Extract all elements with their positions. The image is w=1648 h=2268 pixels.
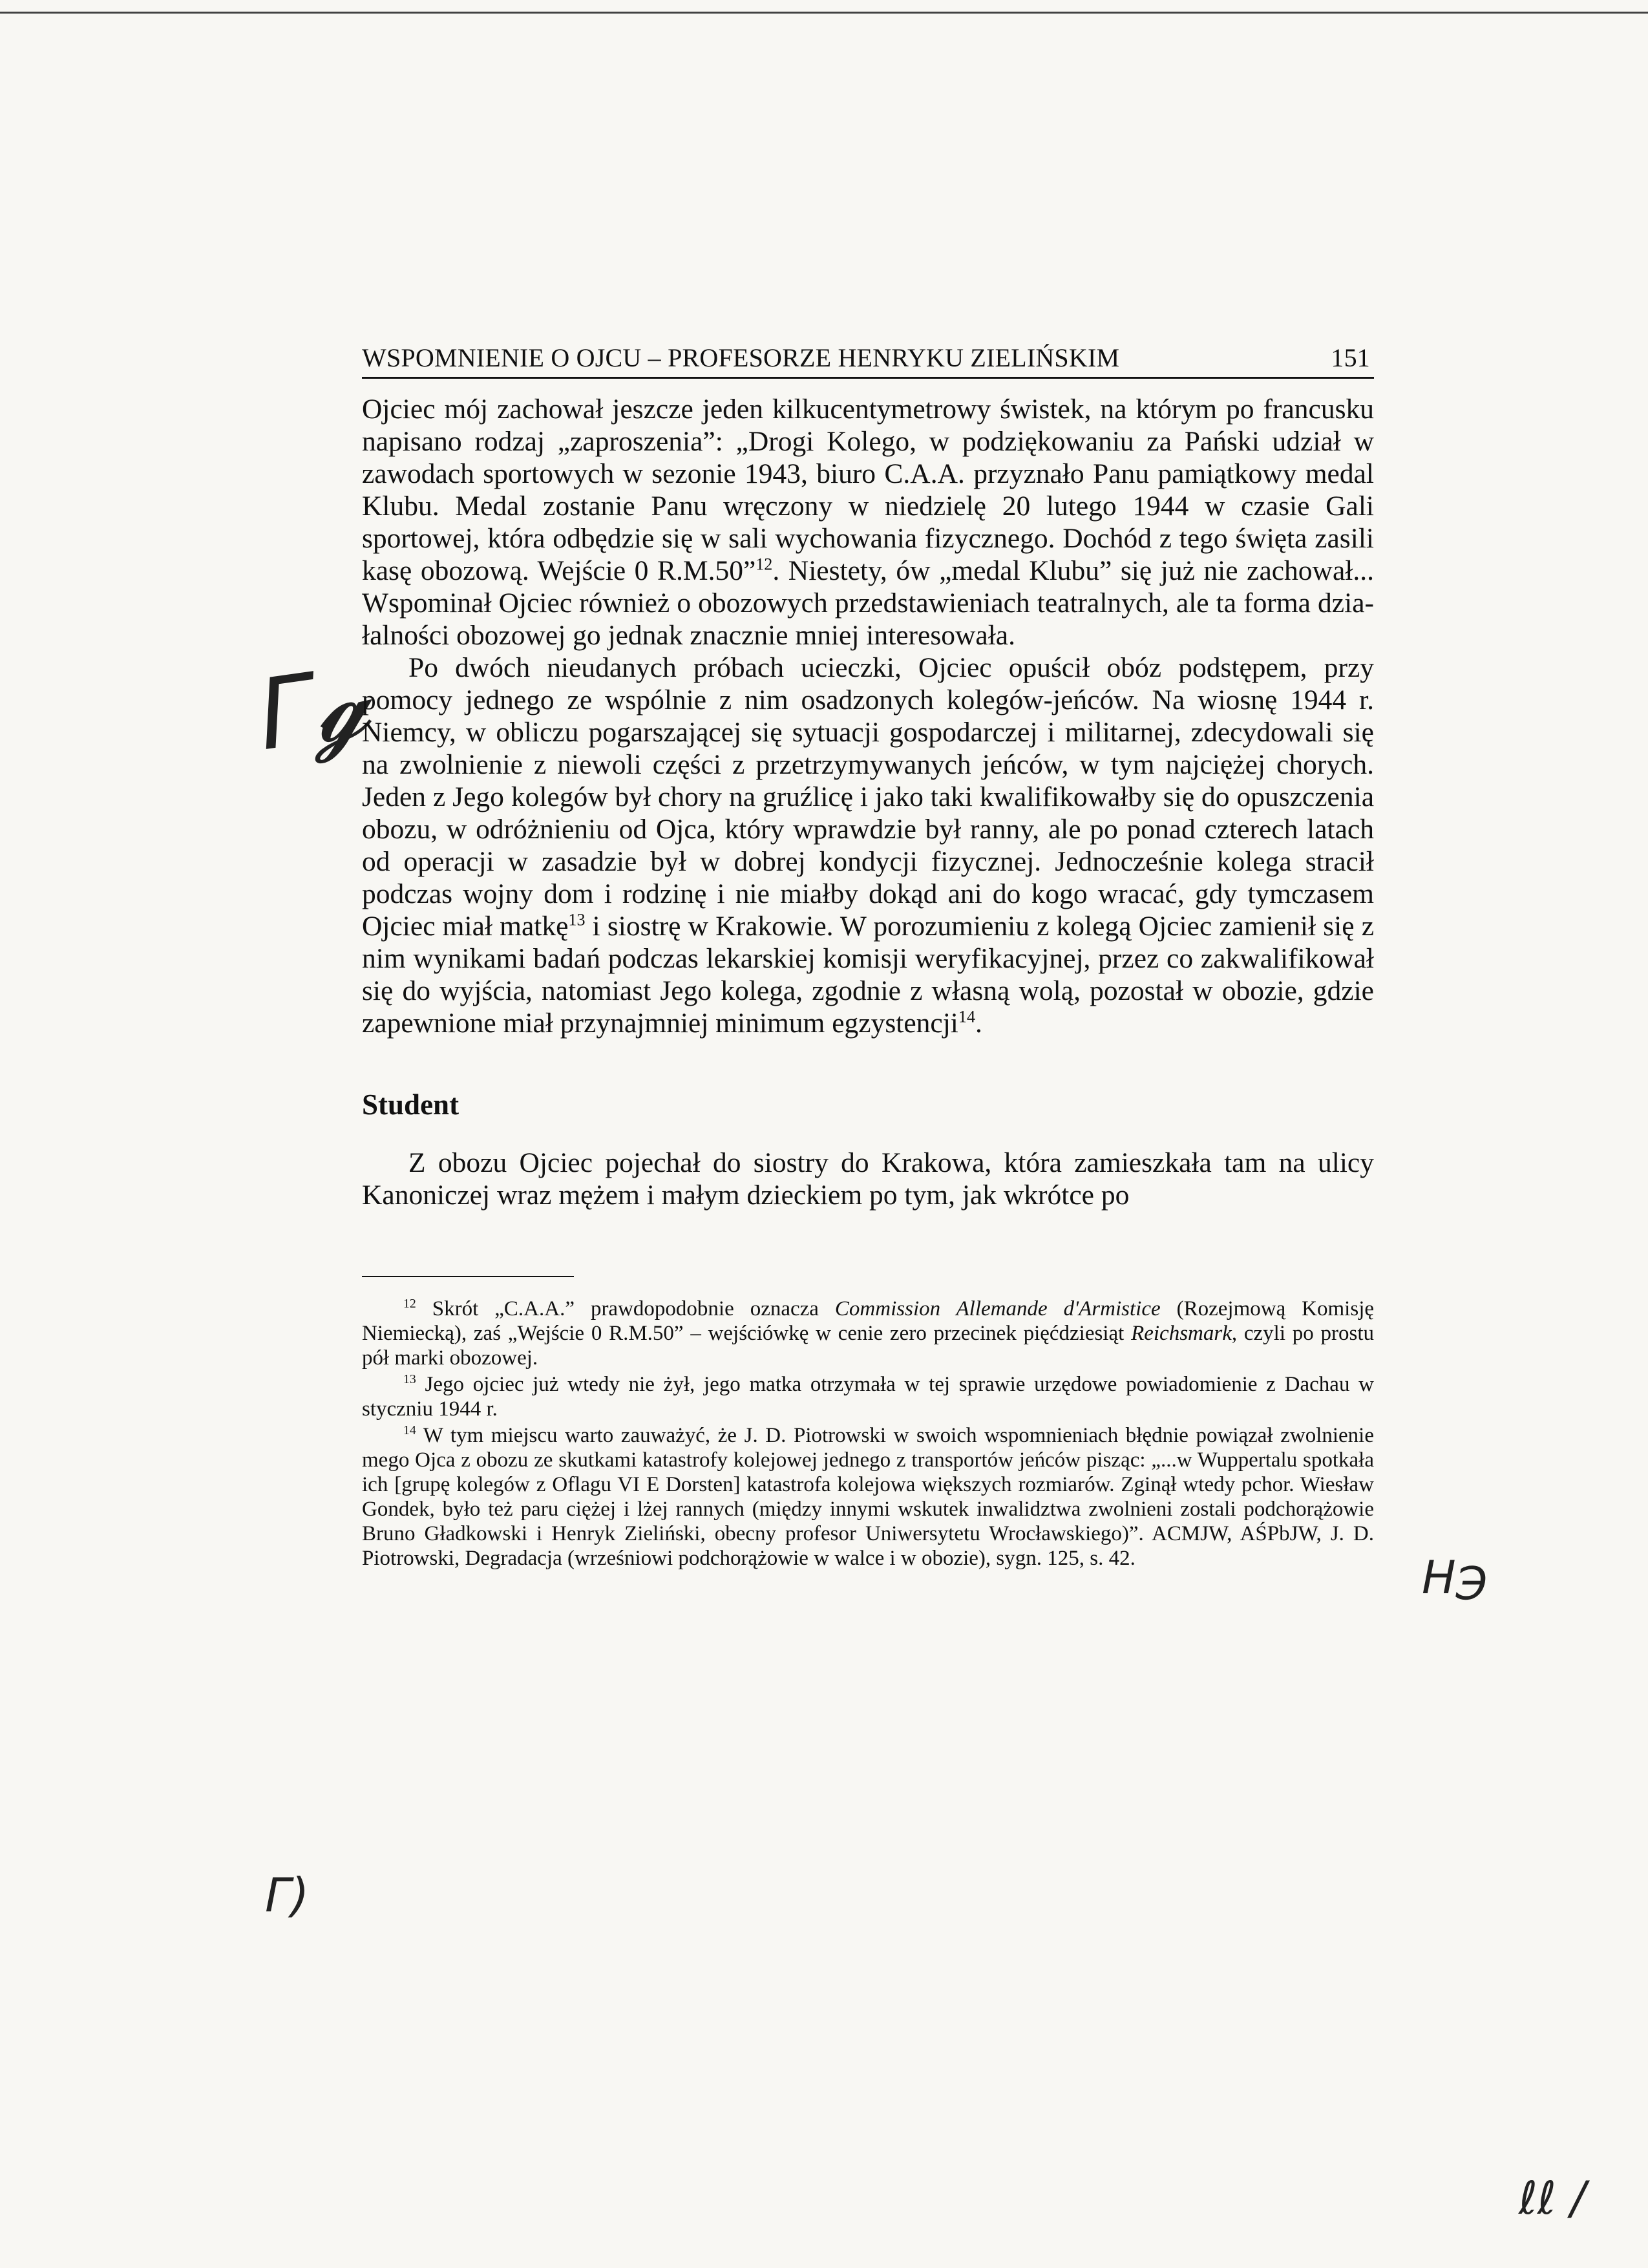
footnote: $^{14}$ W tym miejscu warto zauważyć, że J. D. Piotrowski w swoich wspomnieniach błędnie powiązał zwolnienie mego Ojca z obozu ze skutkami katastrofy kolejowej jednego z transportów jeńców pisząc: „...w Wuppertalu spotkała ich [grupę kolegów z Oflagu VI E Dorsten] katastrofa kolejowa większych rozmiarów. Zginął wtedy pchor. Wiesław Gondek, było też paru ciężej i lżej rannych (między innymi wskutek inwalidztwa zwolnieni zostali podchorążowie Bruno Gładkowski i Henryk Zieliński, obecny profesor Uniwersytetu Wrocławskiego)”. ACMJW, AŚPbJW, J. D. Piotrowski, Degradacja (wrześniowi podchorążowie w walce i w obozie), sygn. 125, s. 42. [362, 1423, 1374, 1570]
book-page [362, 343, 1374, 1573]
running-header [362, 343, 1374, 379]
handwritten-margin-mark: Γ𝓰 [251, 645, 377, 773]
handwritten-margin-mark: Γ) [265, 1868, 310, 1922]
main-text [362, 393, 1374, 1211]
paragraph: Po dwóch nieudanych próbach ucieczki, Ojciec opuścił obóz podstępem, przy pomocy jednego ze wspólnie z nim osadzonych kolegów-jeńców. Na wiosnę 1944 r. Niemcy, w obliczu pogarszającej się sytuacji gospodarczej i militarnej, zdecydowali się na zwolnienie z niewoli części z przetrzymywanych jeńców, w tym najciężej chorych. Jeden z Jego kolegów był chory na gruźlicę i jako taki kwalifikowałby się do opuszczenia obozu, w odróżnieniu od Ojca, który wprawdzie był ranny, ale po ponad czterech latach od operacji w zasadzie był w dobrej kondycji fizycznej. Jednocześnie kolega stracił podczas wojny dom i rodzinę i nie miałby dokąd ani do kogo wracać, gdy tymczasem Ojciec miał matkę$^{13}$ i siostrę w Krakowie. W porozumieniu z kolegą Ojciec zamienił się z nim wynikami badań podczas lekarskiej komisji weryfikacyjnej, przez co zakwalifikował się do wyjścia, natomiast Jego kolega, zgodnie z własną wolą, pozostał w obozie, gdzie zapewnione miał przynajmniej minimum egzystencji$^{14}$. [362, 652, 1374, 1039]
footnote: $^{13}$ Jego ojciec już wtedy nie żył, jego matka otrzymała w tej sprawie urzędowe powiadomienie z Dachau w styczniu 1944 r. [362, 1372, 1374, 1421]
footnote-ref: 13 [568, 910, 586, 929]
handwritten-corner-mark: ℓℓ / [1519, 2172, 1586, 2225]
paragraph: Ojciec mój zachował jeszcze jeden kilkucentymetrowy świstek, na którym po francusku napisano rodzaj „zaproszenia”: „Drogi Kolego, w podziękowaniu za Pański udział w zawodach sportowych w sezonie 1943, biuro C.A.A. przyznało Panu pamiątkowy medal Klubu. Medal zostanie Panu wręczony w niedzielę 20 lutego 1944 w czasie Gali sportowej, która odbędzie się w sali wychowania fizycznego. Dochód z tego święta zasili kasę obozową. Wejście 0 R.M.50”$^{12}$. Niestety, ów „medal Klubu” się już nie zachował... Wspominał Ojciec również o obozowych przedstawieniach teatralnych, ale ta forma działalności obozowej go jednak znacznie mniej interesowała. [362, 394, 1374, 651]
section-heading: Student [362, 1088, 460, 1121]
running-title: WSPOMNIENIE O OJCU – PROFESORZE HENRYKU ZIELIŃSKIM [362, 343, 1120, 372]
footnote-divider [362, 1276, 574, 1277]
footnotes [362, 1297, 1374, 1571]
footnote: $^{12}$ Skrót „C.A.A.” prawdopodobnie oznacza Commission Allemande d'Armistice (Rozejmową Komisję Niemiecką), zaś „Wejście 0 R.M.50” – wejściówkę w cenie zero przecinek pięćdziesiąt Reichsmark, czyli po prostu pół marki obozowej. [362, 1297, 1375, 1370]
scan-edge-line [0, 12, 1648, 14]
footnote-ref: 12 [755, 555, 773, 574]
paragraph: Z obozu Ojciec pojechał do siostry do Krakowa, która zamieszkała tam na ulicy Kanoniczej wraz mężem i małym dzieckiem po tym, jak wkrótce po [362, 1147, 1374, 1211]
footnote-ref: 14 [958, 1007, 975, 1026]
page-number: 151 [1331, 343, 1370, 372]
handwritten-margin-mark: H℈ [1422, 1551, 1488, 1604]
